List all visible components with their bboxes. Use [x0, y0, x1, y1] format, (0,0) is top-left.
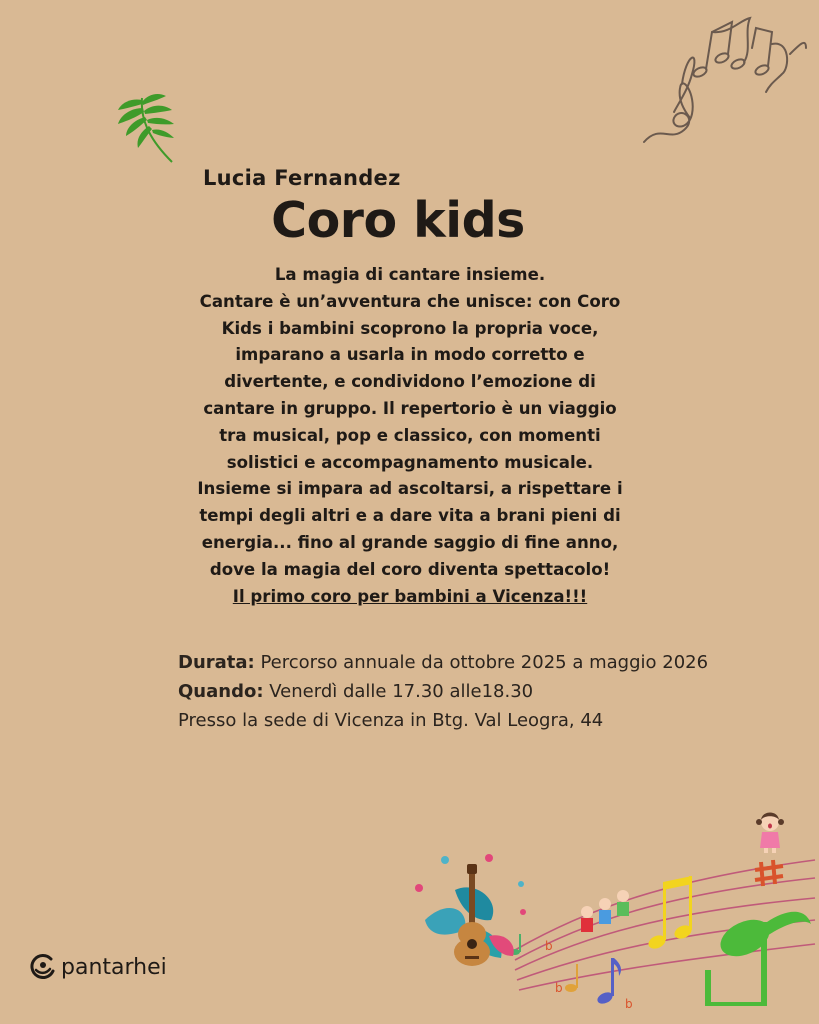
when-value: Venerdì dalle 17.30 alle18.30	[269, 681, 534, 702]
description-line: Cantare è un’avventura che unisce: con Coro	[199, 291, 621, 311]
when-row	[178, 677, 708, 706]
description-line: imparano a usarla in modo corretto e	[235, 345, 585, 365]
page-title: Coro kids	[271, 192, 525, 249]
svg-text:b: b	[555, 981, 563, 995]
pantarhei-logo-icon	[30, 954, 56, 980]
course-details	[178, 648, 708, 735]
description	[140, 262, 680, 610]
svg-text:b: b	[625, 997, 633, 1011]
palm-leaf-icon	[112, 92, 180, 166]
description-line: solistici e accompagnamento musicale.	[226, 452, 594, 472]
description-line: Kids i bambini scoprono la propria voce,	[221, 318, 599, 338]
brand-name: pantarhei	[61, 954, 167, 980]
description-line: energia... fino al grande saggio di fine anno,	[201, 532, 619, 552]
when-label: Quando:	[178, 681, 264, 702]
description-line: Insieme si impara ad ascoltarsi, a rispettare i	[197, 479, 623, 499]
brand-logo	[30, 954, 167, 980]
duration-label: Durata:	[178, 652, 255, 673]
author-name: Lucia Fernandez	[203, 166, 401, 190]
svg-text:b: b	[545, 939, 553, 953]
description-line: dove la magia del coro diventa spettacolo!	[209, 559, 611, 579]
music-notes-icon	[405, 840, 819, 1024]
description-line: divertente, e condividono l’emozione di	[224, 372, 596, 392]
description-line: La magia di cantare insieme.	[274, 265, 546, 284]
duration-row	[178, 648, 708, 677]
description-line: cantare in gruppo. Il repertorio è un viaggio	[203, 398, 617, 418]
highlight-link[interactable]: Il primo coro per bambini a Vicenza!!!	[232, 586, 588, 606]
treble-clef-notes-icon	[640, 14, 810, 150]
description-line: tra musical, pop e classico, con momenti	[219, 425, 601, 445]
location-text: Presso la sede di Vicenza in Btg. Val Leogra, 44	[178, 710, 604, 731]
duration-value: Percorso annuale da ottobre 2025 a maggio 2026	[260, 652, 709, 673]
description-line: tempi degli altri e a dare vita a brani pieni di	[199, 506, 621, 526]
